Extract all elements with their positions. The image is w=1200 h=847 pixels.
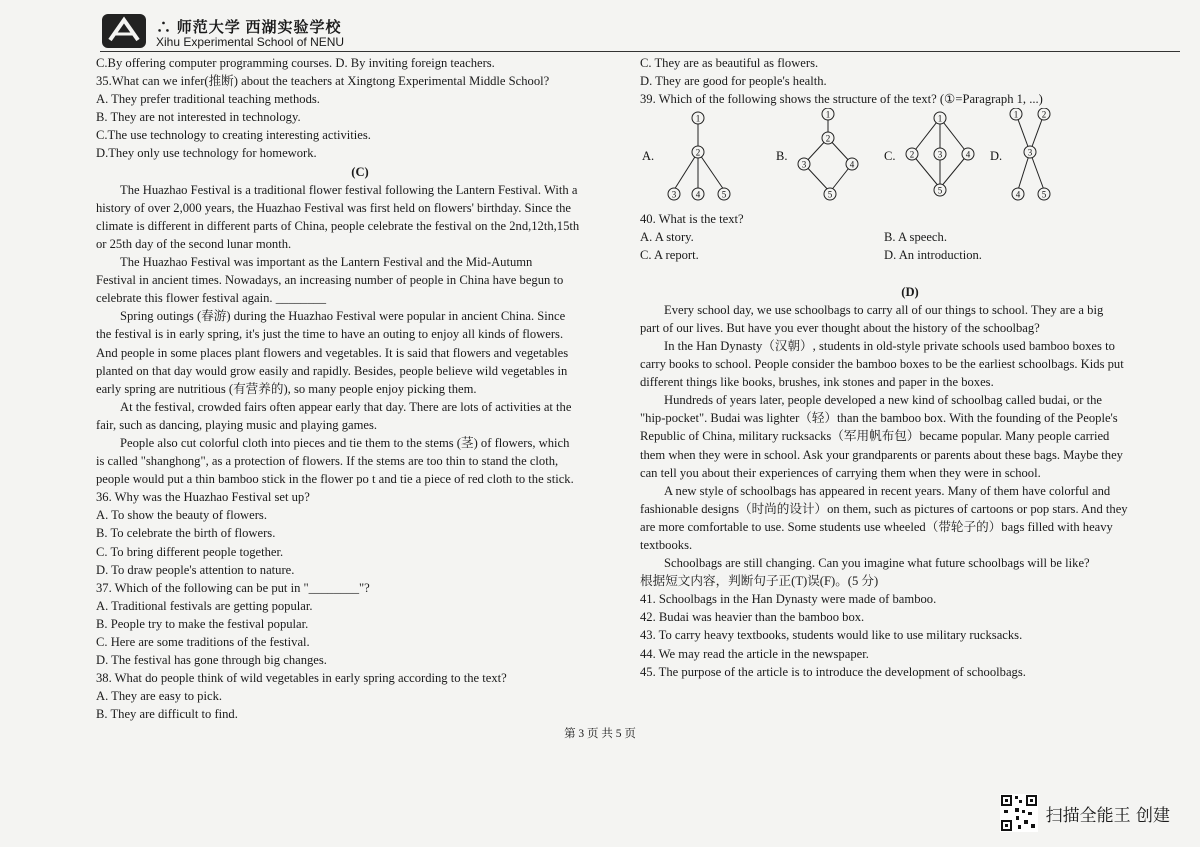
passage-line: celebrate this flower festival again. ________ xyxy=(96,291,327,306)
q40-options-row xyxy=(640,246,1180,264)
diagram-node-label: 1 xyxy=(825,109,831,120)
passage-line: them when they were in school. Ask your grandparents or parents about these bags. Maybe they xyxy=(640,447,1123,462)
option-line: D.They only use technology for homework. xyxy=(96,146,317,161)
diagram-a-label: A. xyxy=(642,149,655,164)
section-c-heading: (C) xyxy=(351,164,369,179)
diagram-node-label: 4 xyxy=(1015,189,1021,200)
diagram-b xyxy=(798,108,858,200)
tf-item-43: 43. To carry heavy textbooks, students would like to use military rucksacks. xyxy=(640,628,1023,643)
passage-line: can tell you about their experiences of carrying them when they were in school. xyxy=(640,465,1041,480)
diagram-node-label: 4 xyxy=(695,189,701,200)
passage-line: Every school day, we use schoolbags to carry all of our things to school. They are a big xyxy=(664,302,1104,317)
school-name-en: Xihu Experimental School of NENU xyxy=(156,35,345,49)
question-38: 38. What do people think of wild vegetables in early spring according to the text? xyxy=(96,671,507,686)
diagram-node-label: 5 xyxy=(1041,189,1047,200)
diagram-b-label: B. xyxy=(776,149,788,164)
passage-line: Republic of China, military rucksacks（军用帆布包）became popular. Many people carried xyxy=(640,429,1110,444)
passage-line: part of our lives. But have you ever thought about the history of the schoolbag? xyxy=(640,320,1040,335)
diagram-node-label: 4 xyxy=(965,149,971,160)
tf-item-41: 41. Schoolbags in the Han Dynasty were made of bamboo. xyxy=(640,592,937,607)
passage-line: Spring outings (春游) during the Huazhao Festival were popular in ancient China. Since xyxy=(120,309,566,324)
diagram-node-label: 3 xyxy=(937,149,943,160)
question-35: 35.What can we infer(推断) about the teachers at Xingtong Experimental Middle School? xyxy=(96,74,550,89)
structure-diagrams-svg xyxy=(640,108,1120,210)
question-37: 37. Which of the following can be put in "________"? xyxy=(96,580,370,595)
school-name-cn: ∴ 师范大学 西湖实验学校 xyxy=(156,20,342,36)
diagram-node-label: 1 xyxy=(937,113,943,124)
tf-item-42: 42. Budai was heavier than the bamboo box. xyxy=(640,610,865,625)
school-logo-icon xyxy=(100,12,148,50)
diagram-d-label: D. xyxy=(990,149,1003,164)
option-line: C. They are as beautiful as flowers. xyxy=(640,56,819,70)
qr-code-icon xyxy=(1000,794,1038,832)
header-divider xyxy=(100,51,1180,52)
passage-line: A new style of schoolbags has appeared in recent years. Many of them have colorful and xyxy=(664,483,1111,498)
question-40: 40. What is the text? xyxy=(640,212,744,227)
option-line: D. To draw people's attention to nature. xyxy=(96,562,295,577)
scanner-watermark xyxy=(1000,794,1170,832)
diagram-node-label: 5 xyxy=(721,189,727,200)
diagram-node-label: 5 xyxy=(827,189,833,200)
structure-diagrams xyxy=(640,108,1120,210)
option-line: D. They are good for people's health. xyxy=(640,74,827,89)
right-column xyxy=(640,54,1180,681)
passage-line: At the festival, crowded fairs often appear early that day. There are lots of activities at the xyxy=(120,399,572,414)
passage-line: planted on that day would grow easily and rapidly. Besides, people believe wild vegetables in xyxy=(96,363,568,378)
passage-line: Hundreds of years later, people developed a new kind of schoolbag called budai, or the xyxy=(664,393,1103,408)
option-line: B. They are difficult to find. xyxy=(96,707,238,722)
passage-line: the festival is in early spring, it's just the time to have an outing to enjoy all kinds of flowers. xyxy=(96,327,564,342)
option-a: A. A story. xyxy=(640,230,694,245)
option-b: B. A speech. xyxy=(884,230,947,245)
diagram-node-label: 1 xyxy=(1013,109,1019,120)
diagram-node-label: 2 xyxy=(825,133,831,144)
passage-line: The Huazhao Festival was important as the Lantern Festival and the Mid-Autumn xyxy=(120,255,533,270)
option-line: B. They are not interested in technology. xyxy=(96,110,301,125)
diagram-c xyxy=(906,112,974,196)
diagram-c-label: C. xyxy=(884,149,896,164)
passage-line: The Huazhao Festival is a traditional flower festival following the Lantern Festival. With a xyxy=(120,182,578,197)
diagram-d xyxy=(1010,108,1050,200)
option-line: A. They are easy to pick. xyxy=(96,689,223,704)
scanner-credit: 扫描全能王 创建 xyxy=(1045,805,1170,826)
option-line: B. People try to make the festival popular. xyxy=(96,616,309,631)
diagram-node-label: 3 xyxy=(801,159,807,170)
left-column xyxy=(96,54,624,723)
diagram-node-label: 1 xyxy=(695,113,701,124)
passage-line: people would put a thin bamboo stick in the flower po t and tie a piece of red cloth to the stick. xyxy=(96,472,574,487)
diagram-node-label: 5 xyxy=(937,185,943,196)
tf-heading: 根据短文内容，判断句子正(T)误(F)。(5 分) xyxy=(640,574,879,589)
passage-line: or 25th day of the second lunar month. xyxy=(96,236,292,251)
diagram-a xyxy=(668,112,730,200)
option-line: D. The festival has gone through big changes. xyxy=(96,653,327,668)
option-line: C.The use technology to creating interesting activities. xyxy=(96,128,371,143)
diagram-node-label: 3 xyxy=(671,189,677,200)
diagram-node-label: 2 xyxy=(909,149,915,160)
passage-line: climate is different in different parts of China, people celebrate the festival on the 2nd,12th,15th xyxy=(96,218,580,233)
option-d: D. An introduction. xyxy=(884,248,982,263)
option-line: C. Here are some traditions of the festival. xyxy=(96,635,310,649)
text-line: C.By offering computer programming courses. D. By inviting foreign teachers. xyxy=(96,56,495,70)
passage-line: Schoolbags are still changing. Can you imagine what future schoolbags will be like? xyxy=(664,556,1090,571)
question-36: 36. Why was the Huazhao Festival set up? xyxy=(96,490,310,505)
option-line: A. Traditional festivals are getting popular. xyxy=(96,598,313,613)
passage-line: In the Han Dynasty（汉朝）, students in old-style private schools used bamboo boxes to xyxy=(664,338,1115,353)
passage-line: early spring are nutritious (有营养的), so many people enjoy picking them. xyxy=(96,381,477,396)
passage-line: carry books to school. People consider the bamboo boxes to be the earliest schoolbags. Kids put xyxy=(640,357,1124,372)
q40-options-row xyxy=(640,228,1180,246)
passage-line: fair, such as dancing, playing music and playing games. xyxy=(96,417,378,432)
passage-line: And people in some places plant flowers and vegetables. It is said that flowers and vegetables xyxy=(96,345,569,360)
passage-line: are more comfortable to use. Some students use wheeled（带轮子的）bags filled with heavy xyxy=(640,519,1113,534)
passage-line: "hip-pocket". Budai was lighter（轻）than the bamboo box. With the founding of the People's xyxy=(640,411,1118,426)
option-line: A. They prefer traditional teaching methods. xyxy=(96,92,320,107)
diagram-node-label: 3 xyxy=(1027,147,1033,158)
option-line: A. To show the beauty of flowers. xyxy=(96,508,267,523)
diagram-node-label: 2 xyxy=(1041,109,1047,120)
page-number: 第 3 页 共 5 页 xyxy=(564,728,636,740)
diagram-node-label: 2 xyxy=(695,147,701,158)
question-39: 39. Which of the following shows the structure of the text? (①=Paragraph 1, ...) xyxy=(640,92,1043,107)
passage-line: different things like books, brushes, ink stones and paper in the boxes. xyxy=(640,375,994,390)
tf-item-44: 44. We may read the article in the newspaper. xyxy=(640,646,869,661)
option-c: C. A report. xyxy=(640,248,699,263)
diagram-node-label: 4 xyxy=(849,159,855,170)
tf-item-45: 45. The purpose of the article is to introduce the development of schoolbags. xyxy=(640,664,1026,679)
passage-line: fashionable designs（时尚的设计）on them, such as pictures of cartoons or pop stars. And they xyxy=(640,501,1128,516)
option-line: C. To bring different people together. xyxy=(96,544,284,559)
option-line: B. To celebrate the birth of flowers. xyxy=(96,526,276,541)
passage-line: People also cut colorful cloth into pieces and tie them to the stems (茎) of flowers, which xyxy=(120,435,570,450)
passage-line: Festival in ancient times. Nowadays, an increasing number of people in China have begun to xyxy=(96,273,564,288)
passage-line: history of over 2,000 years, the Huazhao Festival was first held on flowers' birthday. Since the xyxy=(96,200,572,215)
passage-line: is called "shanghong", as a protection of flowers. If the stems are too thin to stand the cloth, xyxy=(96,454,559,469)
section-d-heading: (D) xyxy=(901,284,919,299)
school-header xyxy=(100,12,600,52)
passage-line: textbooks. xyxy=(640,537,693,552)
